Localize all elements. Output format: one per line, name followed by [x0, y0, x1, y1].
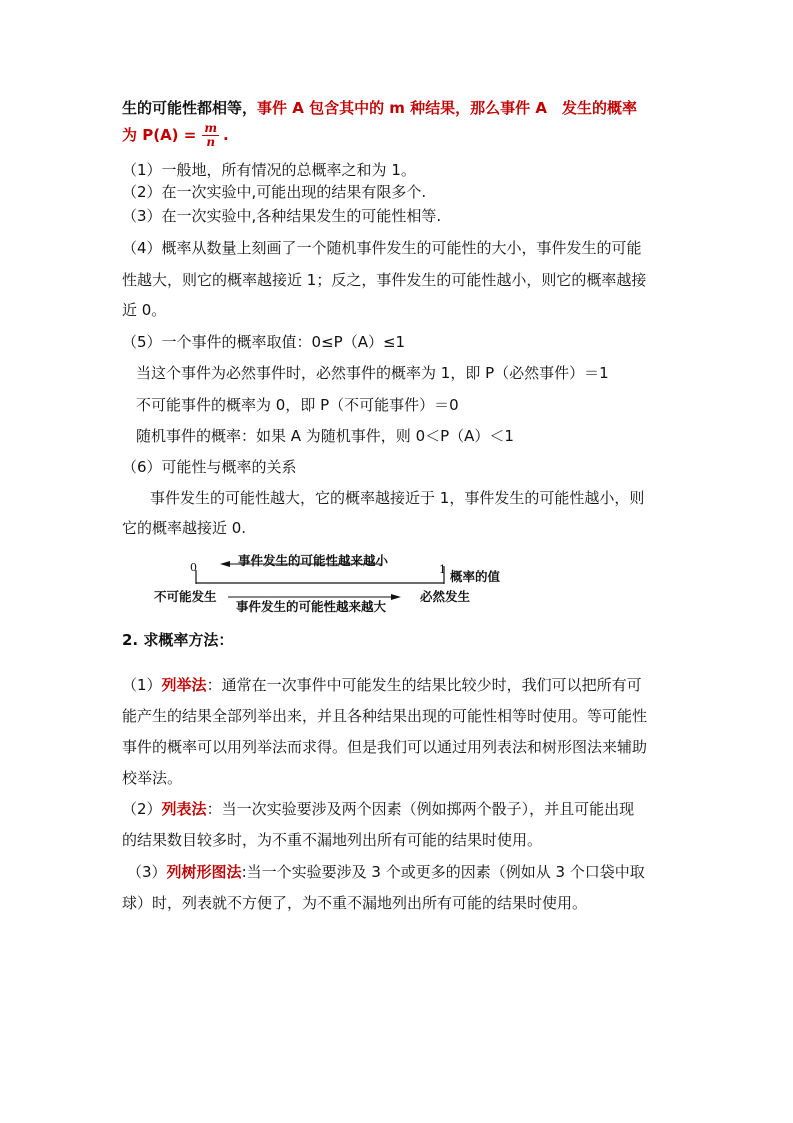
note-5-certain: 当这个事件为必然事件时，必然事件的概率为 1，即 P（必然事件）＝1	[136, 364, 609, 382]
diagram-one: 1	[439, 563, 446, 576]
diagram-value-label: 概率的值	[450, 569, 501, 584]
probability-formula	[122, 122, 229, 149]
method-3-line-2: 球）时，列表就不方便了，为不重不漏地列出所有可能的结果时使用。	[122, 894, 588, 912]
formula-suffix: .	[223, 126, 229, 144]
section-2-heading: 2. 求概率方法：	[122, 631, 234, 649]
formula-prefix: 为 P(A) =	[122, 126, 197, 144]
note-6-line-2: 它的概率越接近 0.	[122, 519, 247, 537]
note-6-line-1: 事件发生的可能性越大，它的概率越接近于 1，事件发生的可能性越小，则	[150, 489, 645, 507]
method-3-name: 列树形图法	[166, 863, 242, 881]
method-2-name: 列表法	[161, 800, 207, 818]
method-1-line-2: 能产生的结果全部列举出来，并且各种结果出现的可能性相等时使用。等可能性	[122, 707, 648, 725]
method-1-line-3: 事件的概率可以用列举法而求得。但是我们可以通过用列表法和树形图法来辅助	[122, 738, 648, 756]
note-6: （6）可能性与概率的关系	[122, 458, 297, 476]
method-2-line-2: 的结果数目较多时，为不重不漏地列出所有可能的结果时使用。	[122, 831, 543, 849]
method-1-number: （1）	[122, 676, 162, 694]
diagram-zero: 0	[190, 561, 197, 574]
note-5-impossible: 不可能事件的概率为 0，即 P（不可能事件）＝0	[136, 396, 459, 414]
method-1-line-4: 校举法。	[122, 769, 183, 787]
method-3-line-1	[127, 862, 645, 882]
probability-diagram	[150, 552, 530, 616]
note-4-line-2: 性越大，则它的概率越接近 1；反之，事件发生的可能性越小，则它的概率越接	[122, 271, 647, 289]
definition-text: 生的可能性都相等，	[122, 99, 258, 117]
note-2: （2）在一次实验中,可能出现的结果有限多个.	[122, 183, 427, 201]
diagram-bottom-label: 事件发生的可能性越来越大	[236, 599, 387, 614]
note-5-random: 随机事件的概率：如果 A 为随机事件，则 0＜P（A）＜1	[136, 427, 514, 445]
note-3: （3）在一次实验中,各种结果发生的可能性相等.	[122, 207, 442, 225]
note-4-line-1: （4）概率从数量上刻画了一个随机事件发生的可能性的大小，事件发生的可能	[122, 239, 642, 257]
fraction-numerator: m	[204, 121, 218, 135]
method-2-number: （2）	[122, 800, 162, 818]
note-4-line-3: 近 0。	[122, 301, 167, 319]
formula-fraction	[202, 122, 219, 149]
note-1: （1）一般地，所有情况的总概率之和为 1。	[122, 161, 416, 179]
method-1-text: ：通常在一次事件中可能发生的结果比较少时，我们可以把所有可	[206, 676, 642, 694]
method-3-text: :当一个实验要涉及 3 个或更多的因素（例如从 3 个口袋中取	[241, 863, 645, 881]
diagram-left-label: 不可能发生	[154, 589, 217, 604]
method-1-name: 列举法	[161, 676, 207, 694]
definition-line-1	[122, 98, 637, 118]
definition-highlight: 事件 A 包含其中的 m 种结果，那么事件 A 发生的概率	[257, 99, 637, 117]
method-2-text: ：当一次实验要涉及两个因素（例如掷两个骰子），并且可能出现	[206, 800, 635, 818]
method-3-number: （3）	[127, 863, 167, 881]
method-1-line-1	[122, 675, 642, 695]
diagram-top-label: 事件发生的可能性越来越小	[238, 553, 389, 568]
diagram-right-label: 必然发生	[420, 589, 471, 604]
method-2-line-1	[122, 799, 634, 819]
fraction-denominator: n	[206, 135, 216, 149]
note-5: （5）一个事件的概率取值：0≤P（A）≤1	[122, 333, 406, 351]
